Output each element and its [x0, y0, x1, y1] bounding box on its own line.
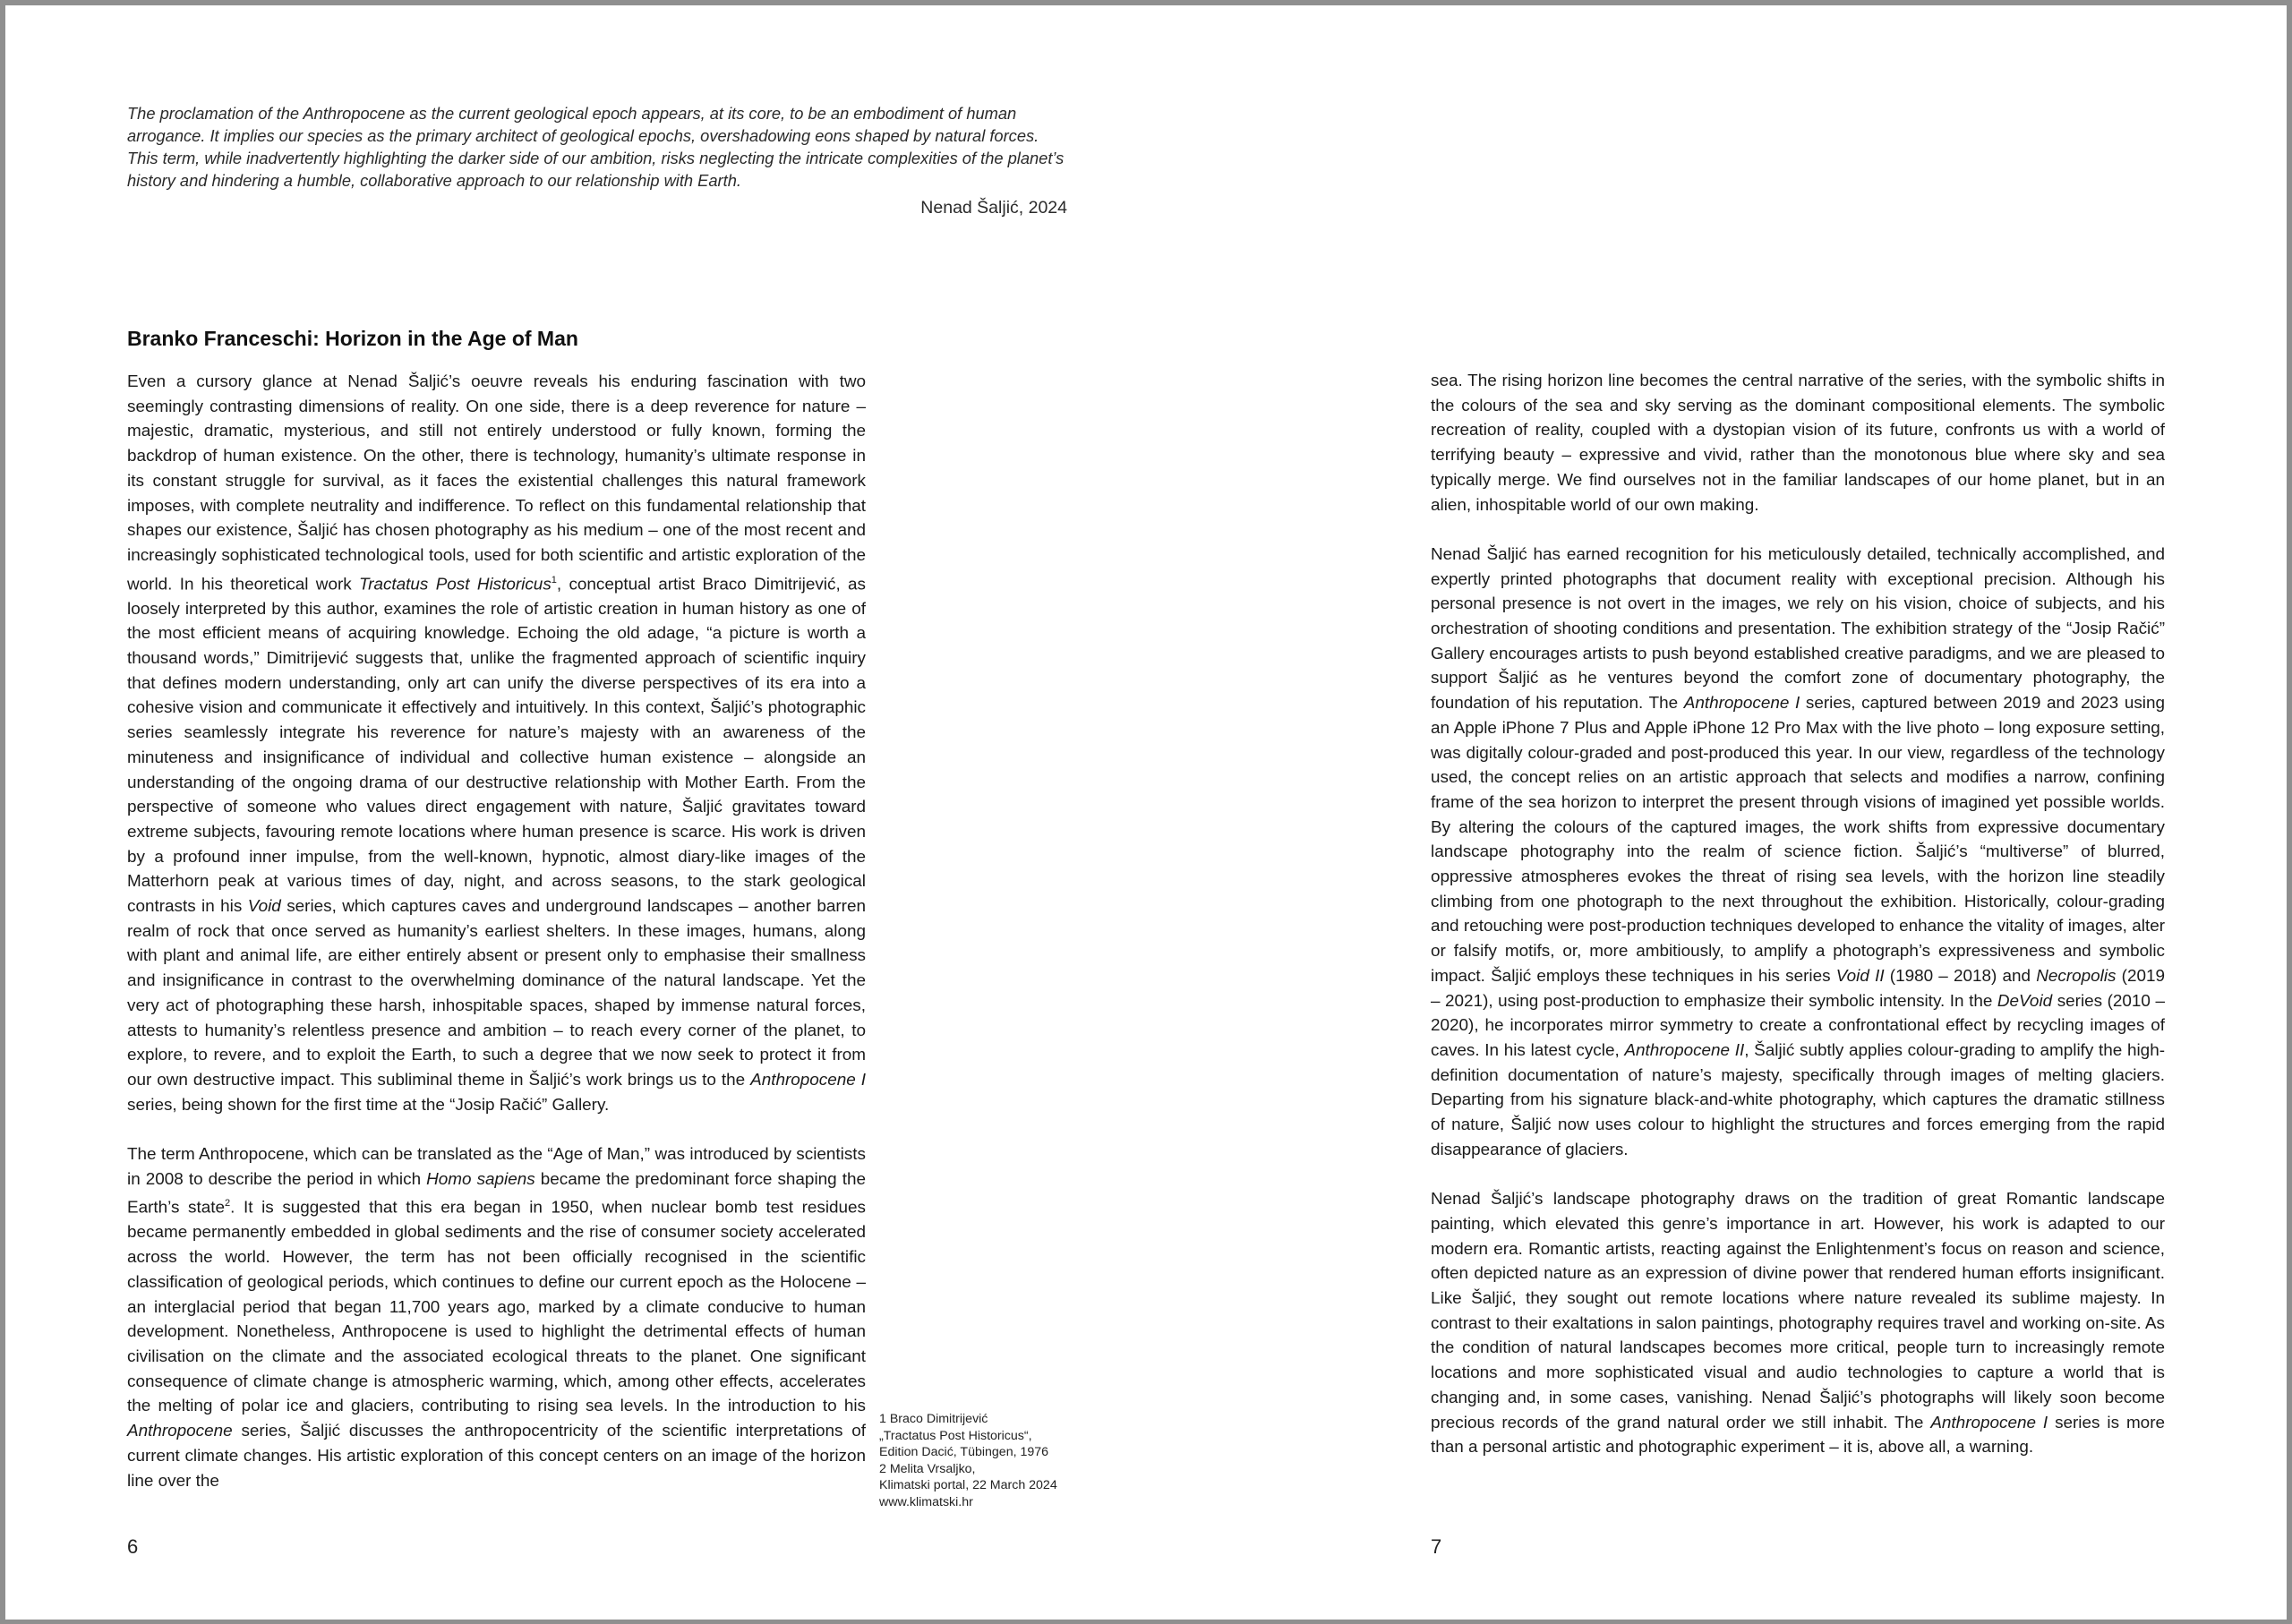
- footnote-ref: 2: [225, 1198, 231, 1209]
- right-page: [1146, 5, 2287, 1620]
- footnotes: [879, 1411, 1148, 1511]
- page-number: 7: [1431, 1535, 1442, 1558]
- paragraph: Nenad Šaljić has earned recognition for his meticulously detailed, technically accomplished, and expertly printed photographs that document reality with exceptional precision. Although his personal presence is not overt in the images, we rely on his vision, choice of subjects, and his orchestration of shooting conditions and presentation. The exhibition strategy of the “Josip Račić” Gallery encourages artists to push beyond established creative paradigms, and we are pleased to support Šaljić as he ventures beyond the comfort zone of documentary photography, the foundation of his reputation. The Anthropocene I series, captured between 2019 and 2023 using an Apple iPhone 7 Plus and Apple iPhone 12 Pro Max with the live photo – long exposure setting, was digitally colour-graded and post-produced this year. In our view, regardless of the technology used, the concept relies on an artistic approach that selects and modifies a narrow, confining frame of the sea horizon to interpret the present through visions of imagined yet possible worlds. By altering the colours of the captured images, the work shifts from expressive documentary landscape photography into the realm of science fiction. Šaljić’s “multiverse” of blurred, oppressive atmospheres evokes the threat of rising sea levels, with the horizon line steadily climbing from one photograph to the next throughout the exhibition. Historically, colour-grading and retouching were post-production techniques developed to enhance the vitality of images, alter or falsify motifs, or, more ambitiously, to amplify a photograph’s expressiveness and symbolic impact. Šaljić employs these techniques in his series Void II (1980 – 2018) and Necropolis (2019 – 2021), using post-production to emphasize their symbolic intensity. In the DeVoid series (2010 – 2020), he incorporates mirror symmetry to create a confrontational effect by recycling images of caves. In his latest cycle, Anthropocene II, Šaljić subtly applies colour-grading to amplify the high-definition documentation of nature’s majesty, specifically through images of melting glaciers. Departing from his signature black-and-white photography, which captures the dramatic stillness of nature, Šaljić now uses colour to highlight the structures and forces emerging from the rapid disappearance of glaciers.: [1431, 544, 2165, 1159]
- footnote-ref: 1: [551, 574, 557, 585]
- footnote-line: Klimatski portal, 22 March 2024: [879, 1478, 1057, 1493]
- left-column-text: [127, 370, 866, 1493]
- italic-title: Anthropocene: [127, 1422, 233, 1441]
- epigraph-attribution: Nenad Šaljić, 2024: [920, 198, 1067, 218]
- italic-title: Necropolis: [2036, 966, 2117, 986]
- italic-title: Anthropocene I: [1930, 1413, 2048, 1432]
- paragraph: Even a cursory glance at Nenad Šaljić’s oeuvre reveals his enduring fascination with two seemingly contrasting dimensions of reality. On one side, there is a deep reverence for nature – majestic, dramatic, mysterious, and still not entirely understood or fully known, forming the backdrop of human existence. On the other, there is technology, humanity’s ultimate response in its constant struggle for survival, as it faces the existential challenges this natural framework imposes, with complete neutrality and indifference. To reflect on this fundamental relationship that shapes our existence, Šaljić has chosen photography as his medium – one of the most recent and increasingly sophisticated technological tools, used for both scientific and artistic exploration of the world. In his theoretical work Tractatus Post Historicus$^1$, conceptual artist Braco Dimitrijević, as loosely interpreted by this author, examines the role of artistic creation in human history as one of the most efficient means of acquiring knowledge. Echoing the old adage, “a picture is worth a thousand words,” Dimitrijević suggests that, unlike the fragmented approach of scientific inquiry that defines modern understanding, only art can unify the diverse perspectives of its era into a cohesive vision and communicate it effectively and intuitively. In this context, Šaljić’s photographic series seamlessly integrate his reverence for nature’s majesty with an awareness of the minuteness and insignificance of individual and collective human existence – alongside an understanding of the ongoing drama of our destructive relationship with Mother Earth. From the perspective of someone who values direct engagement with nature, Šaljić gravitates toward extreme subjects, favouring remote locations where human presence is scarce. His work is driven by a profound inner impulse, from the well-known, hypnotic, almost diary-like images of the Matterhorn peak at various times of day, night, and across seasons, to the stark geological contrasts in his Void series, which captures caves and underground landscapes – another barren realm of rock that once served as humanity’s earliest shelters. In these images, humans, along with plant and animal life, are either entirely absent or present only to emphasise their smallness and insignificance in contrast to the overwhelming dominance of the natural landscape. Yet the very act of photographing these harsh, inhospitable spaces, shaped by immense natural forces, attests to humanity’s relentless presence and ambition – to reach every corner of the planet, to explore, to revere, and to exploit the Earth, to such a degree that we now seek to protect it from our own destructive impact. This subliminal theme in Šaljić’s work brings us to the Anthropocene I series, being shown for the first time at the “Josip Račić” Gallery.: [127, 372, 866, 1115]
- italic-title: Anthropocene I: [750, 1070, 866, 1090]
- essay-title: Branko Franceschi: Horizon in the Age of Man: [127, 327, 578, 350]
- paragraph: Nenad Šaljić’s landscape photography draws on the tradition of great Romantic landscape painting, which elevated this genre’s importance in art. However, his work is adapted to our modern era. Romantic artists, reacting against the Enlightenment’s focus on reason and science, often depicted nature as an expression of divine power that rendered human efforts insignificant. Like Šaljić, they sought out remote locations where nature revealed its sublime majesty. In contrast to their exaltations in salon paintings, photography requires travel and working on-site. As the condition of natural landscapes becomes more critical, people turn to increasingly remote locations and more sophisticated visual and audio technologies to capture a world that is changing and, in some cases, vanishing. Nenad Šaljić’s photographs will likely soon become precious records of the grand natural order we still inhabit. The Anthropocene I series is more than a personal artistic and photographic experiment – it is, above all, a warning.: [1431, 1190, 2165, 1457]
- italic-title: Tractatus Post Historicus: [359, 574, 552, 594]
- italic-term: Homo sapiens: [426, 1169, 535, 1189]
- paragraph: The term Anthropocene, which can be translated as the “Age of Man,” was introduced by scientists in 2008 to describe the period in which Homo sapiens became the predominant force shaping the Earth’s state$^2$. It is suggested that this era began in 1950, when nuclear bomb test residues became permanently embedded in global sediments and the rise of consumer society accelerated across the world. However, the term has not been officially recognised in the scientific classification of geological periods, which continues to define our current epoch as the Holocene – an interglacial period that began 11,700 years ago, marked by a climate conducive to human development. Nonetheless, Anthropocene is used to highlight the detrimental effects of human civilisation on the climate and the associated ecological threats to the planet. One significant consequence of climate change is atmospheric warming, which, among other effects, accelerates the melting of polar ice and glaciers, contributing to rising sea levels. In the introduction to his Anthropocene series, Šaljić discusses the anthropocentricity of the scientific interpretations of current climate changes. His artistic exploration of this concept centers on an image of the horizon line over the: [127, 1145, 867, 1491]
- footnote-line: www.klimatski.hr: [879, 1494, 973, 1509]
- left-page: [5, 5, 1146, 1620]
- footnote-line: Edition Dacić, Tübingen, 1976: [879, 1445, 1049, 1460]
- right-column-text: [1431, 369, 2165, 1460]
- italic-title: Void II: [1835, 966, 1885, 986]
- page-number: 6: [127, 1535, 139, 1558]
- italic-title: Anthropocene II: [1624, 1040, 1745, 1060]
- footnote-line: „Tractatus Post Historicus“,: [879, 1428, 1032, 1443]
- footnote-line: 1 Braco Dimitrijević: [879, 1412, 988, 1426]
- epigraph-quote: The proclamation of the Anthropocene as the current geological epoch appears, at its core, to be an embodiment of human arrogance. It implies our species as the primary architect of geological epochs, overshadowing eons shaped by natural forces. This term, while inadvertently highlighting the darker side of our ambition, risks neglecting the intricate complexities of the planet’s history and hindering a humble, collaborative approach to our relationship with Earth.: [127, 104, 1065, 190]
- paragraph: sea. The rising horizon line becomes the central narrative of the series, with the symbolic shifts in the colours of the sea and sky serving as the dominant compositional elements. The symbolic recreation of reality, coupled with a dystopian vision of its future, confronts us with a world of terrifying beauty – expressive and vivid, rather than the monotonous blue where sky and sea typically merge. We find ourselves not in the familiar landscapes of our home planet, but in an alien, inhospitable world of our own making.: [1431, 372, 2165, 515]
- italic-title: Void: [247, 897, 281, 917]
- italic-title: Anthropocene I: [1683, 694, 1800, 714]
- italic-title: DeVoid: [1997, 991, 2053, 1011]
- footnote-line: 2 Melita Vrsaljko,: [879, 1461, 976, 1476]
